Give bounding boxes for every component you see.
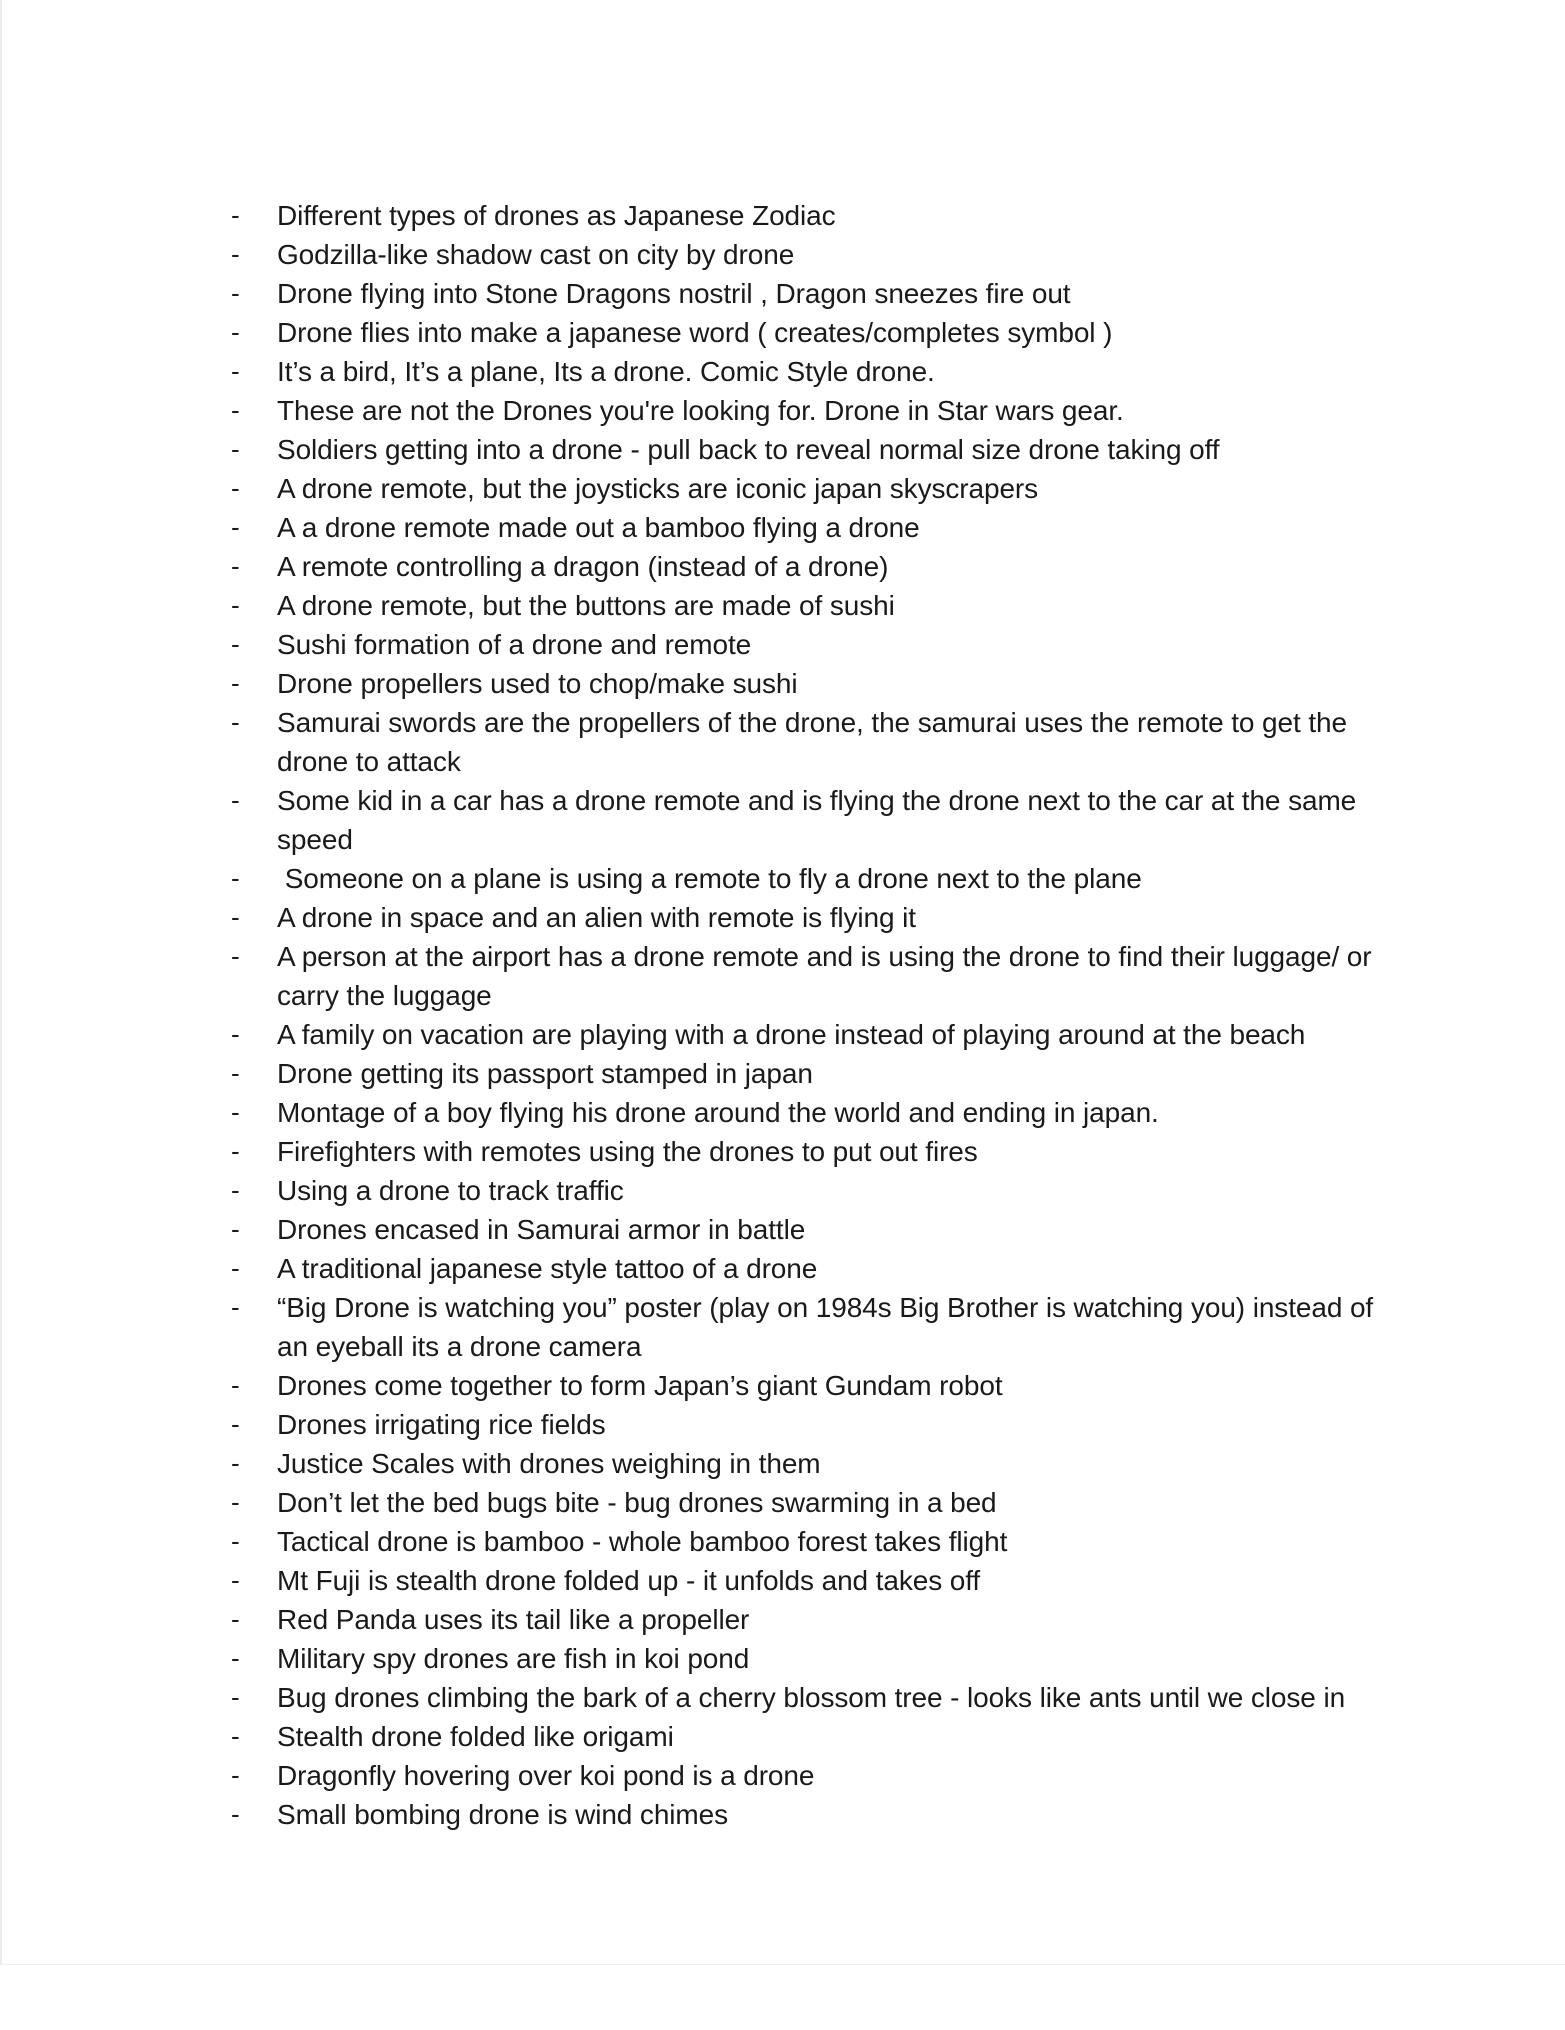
- bullet-dash: -: [231, 629, 240, 659]
- list-item-text: Military spy drones are fish in koi pond: [277, 1643, 750, 1674]
- list-item-text: A drone remote, but the joysticks are iconic japan skyscrapers: [277, 473, 1039, 504]
- list-item: [0, 1054, 1565, 1093]
- bullet-dash: -: [231, 1643, 240, 1673]
- list-item-text: Different types of drones as Japanese Zodiac: [277, 200, 836, 231]
- bullet-dash: -: [231, 1721, 240, 1751]
- bullet-dash: -: [231, 1175, 240, 1205]
- bullet-dash: -: [231, 1058, 240, 1088]
- list-item-text: Drones irrigating rice fields: [277, 1409, 606, 1440]
- bullet-dash: -: [231, 590, 240, 620]
- list-item-text: Drones encased in Samurai armor in battle: [277, 1214, 806, 1245]
- list-item: [0, 1444, 1565, 1483]
- list-item: [0, 235, 1565, 274]
- list-item: [0, 1756, 1565, 1795]
- bullet-dash: -: [231, 1565, 240, 1595]
- list-item-text: Some kid in a car has a drone remote and is flying the drone next to the car at the same speed: [277, 785, 1364, 855]
- list-item-text: These are not the Drones you're looking for. Drone in Star wars gear.: [277, 395, 1124, 426]
- list-item: [0, 1405, 1565, 1444]
- list-item: [0, 1288, 1565, 1366]
- bullet-dash: -: [231, 512, 240, 542]
- list-item-text: Firefighters with remotes using the drones to put out fires: [277, 1136, 978, 1167]
- list-item-text: Bug drones climbing the bark of a cherry blossom tree - looks like ants until we close in: [277, 1682, 1346, 1713]
- bullet-dash: -: [231, 668, 240, 698]
- list-item: [0, 703, 1565, 781]
- bullet-dash: -: [231, 239, 240, 269]
- list-item-text: Tactical drone is bamboo - whole bamboo forest takes flight: [277, 1526, 1008, 1557]
- list-item: [0, 937, 1565, 1015]
- bullet-dash: -: [231, 1019, 240, 1049]
- list-item: [0, 781, 1565, 859]
- list-item-text: Using a drone to track traffic: [277, 1175, 624, 1206]
- bullet-dash: -: [231, 1487, 240, 1517]
- list-item: [0, 664, 1565, 703]
- list-item-text: Drones come together to form Japan’s giant Gundam robot: [277, 1370, 1003, 1401]
- list-item-text: Drone flying into Stone Dragons nostril , Dragon sneezes fire out: [277, 278, 1071, 309]
- list-item-text: Drone flies into make a japanese word ( creates/completes symbol ): [277, 317, 1113, 348]
- bullet-dash: -: [231, 1682, 240, 1712]
- list-item-text: A person at the airport has a drone remote and is using the drone to find their luggage/ or carry the luggage: [277, 941, 1380, 1011]
- list-item: [0, 430, 1565, 469]
- list-item-text: A traditional japanese style tattoo of a drone: [277, 1253, 818, 1284]
- list-item-text: Godzilla-like shadow cast on city by drone: [277, 239, 795, 270]
- list-item: [0, 352, 1565, 391]
- list-item: [0, 1600, 1565, 1639]
- bullet-dash: -: [231, 551, 240, 581]
- list-item: [0, 1093, 1565, 1132]
- list-item-text: Justice Scales with drones weighing in them: [277, 1448, 821, 1479]
- list-item-text: It’s a bird, It’s a plane, Its a drone. Comic Style drone.: [277, 356, 935, 387]
- bullet-dash: -: [231, 707, 240, 737]
- list-item-text: Dragonfly hovering over koi pond is a drone: [277, 1760, 815, 1791]
- list-item: [0, 1210, 1565, 1249]
- page-bottom-edge: [0, 1964, 1565, 1965]
- list-item-text: Someone on a plane is using a remote to fly a drone next to the plane: [277, 863, 1142, 894]
- list-item: [0, 898, 1565, 937]
- list-item-text: Red Panda uses its tail like a propeller: [277, 1604, 750, 1635]
- bullet-dash: -: [231, 863, 240, 893]
- bullet-dash: -: [231, 1799, 240, 1829]
- list-item: [0, 508, 1565, 547]
- list-item: [0, 313, 1565, 352]
- list-item: [0, 1249, 1565, 1288]
- bullet-dash: -: [231, 1760, 240, 1790]
- list-item-text: “Big Drone is watching you” poster (play on 1984s Big Brother is watching you) instead of an eyeball its a drone camera: [277, 1292, 1381, 1362]
- list-item: [0, 1678, 1565, 1717]
- bullet-dash: -: [231, 1214, 240, 1244]
- bullet-list: [0, 196, 1565, 1834]
- list-item: [0, 1483, 1565, 1522]
- list-item-text: Small bombing drone is wind chimes: [277, 1799, 729, 1830]
- bullet-dash: -: [231, 1526, 240, 1556]
- list-item: [0, 547, 1565, 586]
- list-item: [0, 1366, 1565, 1405]
- list-item-text: Soldiers getting into a drone - pull back to reveal normal size drone taking off: [277, 434, 1220, 465]
- list-item-text: A a drone remote made out a bamboo flying a drone: [277, 512, 920, 543]
- list-item-text: Drone propellers used to chop/make sushi: [277, 668, 798, 699]
- list-item-text: A remote controlling a dragon (instead of a drone): [277, 551, 889, 582]
- bullet-dash: -: [231, 1253, 240, 1283]
- bullet-dash: -: [231, 1604, 240, 1634]
- list-item-text: Sushi formation of a drone and remote: [277, 629, 752, 660]
- list-item: [0, 1795, 1565, 1834]
- bullet-dash: -: [231, 902, 240, 932]
- bullet-dash: -: [231, 317, 240, 347]
- list-item-text: Don’t let the bed bugs bite - bug drones swarming in a bed: [277, 1487, 997, 1518]
- list-item-text: Stealth drone folded like origami: [277, 1721, 674, 1752]
- list-item: [0, 1522, 1565, 1561]
- bullet-dash: -: [231, 1370, 240, 1400]
- list-item-text: Drone getting its passport stamped in japan: [277, 1058, 813, 1089]
- bullet-dash: -: [231, 1292, 240, 1322]
- list-item: [0, 274, 1565, 313]
- bullet-dash: -: [231, 473, 240, 503]
- bullet-dash: -: [231, 941, 240, 971]
- list-item: [0, 859, 1565, 898]
- list-item: [0, 586, 1565, 625]
- bullet-dash: -: [231, 395, 240, 425]
- list-item: [0, 196, 1565, 235]
- bullet-dash: -: [231, 434, 240, 464]
- list-item: [0, 469, 1565, 508]
- list-item-text: Montage of a boy flying his drone around the world and ending in japan.: [277, 1097, 1159, 1128]
- list-item: [0, 1171, 1565, 1210]
- list-item: [0, 1561, 1565, 1600]
- list-item-text: Mt Fuji is stealth drone folded up - it unfolds and takes off: [277, 1565, 981, 1596]
- list-item: [0, 1717, 1565, 1756]
- bullet-dash: -: [231, 1448, 240, 1478]
- bullet-dash: -: [231, 200, 240, 230]
- bullet-dash: -: [231, 356, 240, 386]
- list-item: [0, 1015, 1565, 1054]
- bullet-dash: -: [231, 1097, 240, 1127]
- bullet-dash: -: [231, 1409, 240, 1439]
- list-item-text: A family on vacation are playing with a drone instead of playing around at the beach: [277, 1019, 1306, 1050]
- list-item-text: Samurai swords are the propellers of the drone, the samurai uses the remote to get the drone to attack: [277, 707, 1355, 777]
- list-item: [0, 1639, 1565, 1678]
- list-item: [0, 391, 1565, 430]
- list-item-text: A drone remote, but the buttons are made of sushi: [277, 590, 895, 621]
- list-item: [0, 625, 1565, 664]
- list-item-text: A drone in space and an alien with remote is flying it: [277, 902, 916, 933]
- bullet-dash: -: [231, 1136, 240, 1166]
- bullet-dash: -: [231, 278, 240, 308]
- bullet-dash: -: [231, 785, 240, 815]
- list-item: [0, 1132, 1565, 1171]
